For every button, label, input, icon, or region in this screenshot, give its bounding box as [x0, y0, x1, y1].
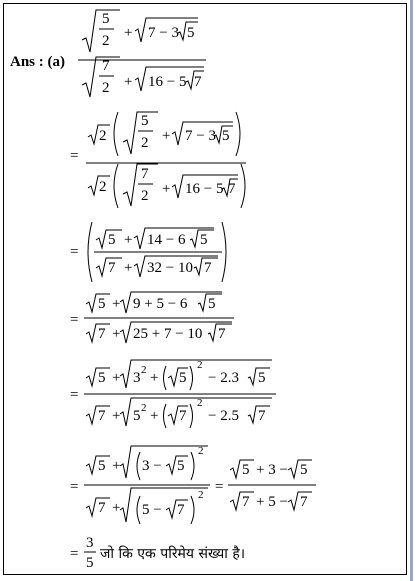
svg-text:5: 5: [258, 370, 266, 386]
svg-text:5: 5: [222, 128, 230, 144]
svg-text:5: 5: [133, 408, 141, 424]
svg-text:7: 7: [228, 181, 236, 197]
svg-text:+: +: [112, 458, 121, 474]
step2-equals: =: [70, 244, 79, 260]
step0-numerator: [82, 10, 198, 52]
svg-text:+: +: [162, 181, 171, 197]
svg-text:+: +: [112, 296, 121, 312]
svg-text:+ 3 −: + 3 −: [256, 462, 288, 478]
step2-left-paren: [88, 222, 92, 282]
svg-text:7: 7: [179, 408, 187, 424]
svg-text:7: 7: [98, 408, 106, 424]
svg-text:7 − 3: 7 − 3: [148, 25, 179, 41]
svg-text:2: 2: [197, 397, 203, 409]
svg-text:5: 5: [179, 370, 187, 386]
svg-text:3 −: 3 −: [142, 458, 162, 474]
svg-text:+: +: [150, 408, 159, 424]
svg-text:7: 7: [98, 500, 106, 516]
svg-text:5: 5: [98, 370, 106, 386]
svg-text:7: 7: [108, 260, 116, 276]
step1-equals: =: [70, 148, 79, 164]
step5-simplified: [228, 460, 316, 510]
svg-text:14 − 6: 14 − 6: [147, 232, 186, 248]
svg-text:7: 7: [194, 74, 202, 90]
conclusion-text: जो कि एक परिमेय संख्या है।: [100, 546, 246, 562]
svg-text:5: 5: [177, 458, 185, 474]
svg-text:2: 2: [197, 359, 203, 371]
step6-equals: =: [70, 546, 79, 562]
result-numerator: 3: [86, 535, 94, 551]
svg-text:2: 2: [102, 80, 110, 96]
svg-text:+: +: [124, 232, 133, 248]
answer-label: Ans : (a): [10, 54, 65, 70]
svg-text:+: +: [112, 500, 121, 516]
svg-text:5: 5: [141, 113, 149, 129]
svg-text:2: 2: [141, 135, 149, 151]
svg-text:7: 7: [102, 58, 110, 74]
step4-equals: =: [70, 387, 79, 403]
svg-text:7: 7: [258, 408, 266, 424]
svg-text:2: 2: [198, 489, 204, 501]
svg-text:3: 3: [133, 370, 141, 386]
step3-denominator: [86, 322, 232, 343]
svg-text:+: +: [162, 128, 171, 144]
svg-text:5: 5: [98, 296, 106, 312]
svg-text:16 − 5: 16 − 5: [148, 74, 187, 90]
step1-numerator: [88, 112, 240, 156]
svg-text:− 2.5: − 2.5: [208, 408, 239, 424]
step5-equals-2: =: [215, 479, 224, 495]
step0-denominator: [82, 57, 204, 97]
svg-text:5: 5: [98, 458, 106, 474]
svg-text:7: 7: [218, 326, 226, 342]
svg-text:2: 2: [141, 188, 149, 204]
svg-text:5: 5: [200, 232, 208, 248]
svg-text:5: 5: [187, 25, 195, 41]
svg-text:5 −: 5 −: [142, 502, 162, 518]
step5-numerator: [86, 445, 208, 480]
svg-text:5: 5: [102, 11, 110, 27]
svg-text:7: 7: [98, 326, 106, 342]
svg-text:+: +: [112, 408, 121, 424]
svg-text:9 + 5 − 6: 9 + 5 − 6: [133, 296, 188, 312]
svg-text:7: 7: [141, 166, 149, 182]
step2-right-paren: [222, 222, 226, 282]
svg-text:− 2.3: − 2.3: [208, 370, 239, 386]
step3-equals: =: [70, 312, 79, 328]
svg-text:+: +: [112, 326, 121, 342]
svg-text:7: 7: [177, 502, 185, 518]
svg-text:+ 5 −: + 5 −: [256, 494, 288, 510]
svg-text:5: 5: [300, 462, 308, 478]
svg-text:2: 2: [99, 179, 107, 195]
svg-text:2: 2: [99, 128, 107, 144]
svg-text:16 − 5: 16 − 5: [185, 181, 224, 197]
svg-text:5: 5: [208, 296, 216, 312]
svg-text:7 − 3: 7 − 3: [185, 128, 216, 144]
svg-text:+: +: [150, 370, 159, 386]
step4-numerator: [86, 359, 272, 390]
svg-text:2: 2: [102, 33, 110, 49]
step3-numerator: [86, 292, 222, 313]
step2-denominator: [96, 256, 218, 277]
svg-text:25 + 7 − 10: 25 + 7 − 10: [133, 326, 203, 342]
step5-denominator: [86, 488, 208, 524]
svg-text:2: 2: [141, 364, 147, 376]
step5-equals: =: [70, 479, 79, 495]
svg-text:+: +: [124, 260, 133, 276]
svg-text:5: 5: [108, 232, 116, 248]
svg-text:7: 7: [300, 494, 308, 510]
svg-text:7: 7: [204, 260, 212, 276]
step4-denominator: [86, 397, 272, 428]
svg-text:+: +: [124, 25, 133, 41]
step2-numerator: [96, 228, 214, 249]
svg-text:5: 5: [242, 462, 250, 478]
result-denominator: 5: [86, 555, 94, 571]
svg-text:32 − 10: 32 − 10: [147, 260, 193, 276]
svg-text:+: +: [112, 370, 121, 386]
svg-text:2: 2: [198, 445, 204, 457]
step1-denominator: [88, 164, 245, 208]
svg-text:+: +: [124, 74, 133, 90]
svg-text:7: 7: [242, 494, 250, 510]
svg-text:2: 2: [141, 402, 147, 414]
